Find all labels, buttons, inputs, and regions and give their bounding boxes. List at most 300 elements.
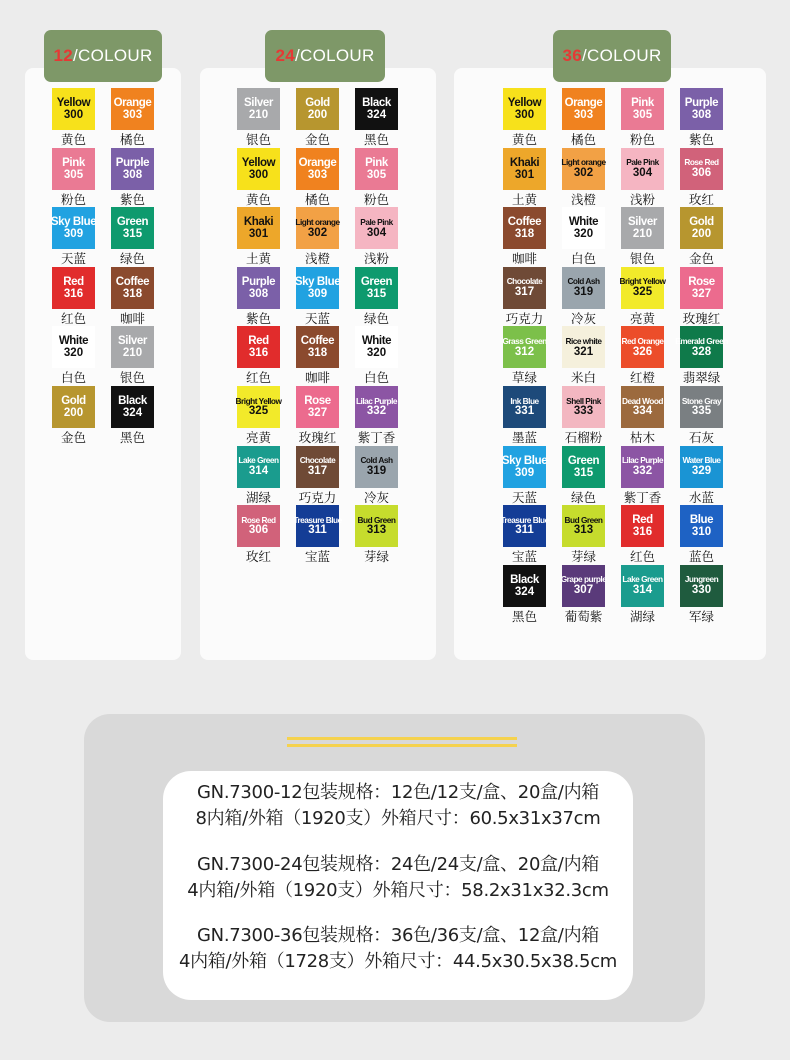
color-swatch (500, 505, 549, 547)
color-name-en: Green (116, 216, 149, 229)
color-swatch-item (296, 148, 339, 208)
color-swatch-item (621, 386, 664, 446)
color-name-cn: 金色 (60, 429, 86, 445)
color-code: 305 (632, 109, 653, 121)
color-swatch (52, 326, 95, 368)
color-name-cn: 湖绿 (629, 608, 655, 624)
color-swatch-item (621, 148, 664, 208)
color-swatch-item (237, 505, 280, 565)
color-name-cn: 红色 (245, 370, 271, 386)
color-code: 315 (573, 466, 594, 479)
color-name-en: Black (362, 96, 391, 109)
spec-12-line-2: 8内箱/外箱（1920支）外箱尺寸：60.5x31x37cm (195, 808, 601, 829)
color-swatch (503, 386, 546, 428)
color-name-en: Pale Pink (360, 216, 393, 227)
color-name-en: Chocolate (506, 276, 543, 287)
color-name-en: White (58, 335, 89, 348)
color-code: 324 (122, 406, 143, 419)
color-code: 320 (573, 228, 594, 241)
color-name-cn: 枯木 (629, 429, 655, 445)
color-name-cn: 芽绿 (363, 549, 389, 565)
color-name-cn: 白色 (60, 370, 86, 386)
color-swatch-item (52, 326, 95, 386)
color-name-cn: 白色 (570, 251, 596, 267)
color-name-en: Coffee (300, 335, 335, 348)
color-swatch (680, 207, 723, 249)
color-code: 326 (632, 345, 653, 358)
color-swatch (111, 207, 154, 249)
color-name-cn: 玫瑰红 (682, 310, 721, 326)
color-code: 333 (573, 405, 594, 418)
color-name-en: Gold (61, 394, 86, 407)
color-name-cn: 湖绿 (245, 489, 271, 505)
color-swatch-item (355, 267, 398, 327)
decorative-bar (287, 737, 517, 740)
color-name-cn: 土黄 (511, 191, 537, 207)
color-swatch (111, 148, 154, 190)
color-swatch-item (237, 446, 280, 506)
color-name-cn: 芽绿 (570, 549, 596, 565)
color-name-cn: 金色 (688, 251, 714, 267)
color-swatch (296, 267, 339, 309)
color-name-en: Pale Pink (626, 157, 659, 168)
spec-24-line-1: GN.7300-24包装规格：24色/24支/盒、20盒/内箱 (197, 854, 599, 875)
color-name-en: Bright Yellow (235, 395, 282, 406)
tab-number: 36 (562, 46, 582, 65)
color-name-cn: 粉色 (363, 191, 389, 207)
color-code: 314 (248, 464, 269, 477)
color-name-cn: 浅橙 (570, 191, 596, 207)
color-swatch-item (680, 565, 723, 625)
color-swatch (503, 267, 546, 309)
color-code: 330 (691, 584, 712, 597)
color-swatch-item (111, 88, 154, 148)
color-name-cn: 玫红 (245, 549, 271, 565)
color-name-cn: 米白 (570, 370, 596, 386)
color-code: 332 (366, 405, 387, 418)
color-swatch (296, 148, 339, 190)
color-name-en: Purple (684, 96, 719, 109)
tab-label: /COLOUR (581, 46, 662, 65)
color-name-cn: 土黄 (245, 251, 271, 267)
color-name-en: Cold Ash (360, 455, 393, 466)
color-name-en: Rose (304, 394, 331, 407)
color-code: 210 (632, 228, 653, 241)
color-swatch (293, 505, 342, 547)
color-code: 311 (515, 524, 534, 537)
color-name-en: Black (118, 394, 147, 407)
color-swatch-item (680, 207, 723, 267)
color-name-en: Lake Green (622, 574, 663, 585)
color-name-cn: 冷灰 (570, 310, 596, 326)
color-swatch (680, 88, 723, 130)
color-name-cn: 墨蓝 (511, 429, 537, 445)
color-swatch (237, 505, 280, 547)
color-name-en: Lake Green (238, 455, 279, 466)
color-swatch-item (562, 505, 605, 565)
color-code: 327 (307, 406, 328, 419)
color-code: 307 (573, 584, 594, 597)
color-swatch-item (562, 148, 605, 208)
color-name-en: Yellow (56, 96, 91, 109)
color-code: 315 (366, 287, 387, 300)
color-code: 200 (307, 109, 328, 121)
decorative-bar (287, 744, 517, 747)
color-name-en: Grass Green (502, 335, 547, 346)
color-name-en: Rose (688, 275, 715, 288)
color-name-en: Pink (62, 156, 85, 169)
color-name-cn: 宝蓝 (304, 549, 330, 565)
color-swatch (237, 148, 280, 190)
color-swatch (562, 326, 605, 368)
color-name-cn: 绿色 (570, 489, 596, 505)
color-swatch-item (355, 326, 398, 386)
color-swatch-item (237, 88, 280, 148)
color-name-en: Coffee (115, 275, 150, 288)
color-name-cn: 紫丁香 (623, 489, 662, 505)
color-swatch-item (503, 326, 546, 386)
color-name-cn: 绿色 (119, 251, 145, 267)
color-name-cn: 黄色 (60, 132, 86, 147)
color-name-en: Grape purple (560, 574, 607, 585)
color-name-cn: 冷灰 (363, 489, 389, 505)
color-name-en: Red (248, 335, 269, 348)
color-swatch (111, 88, 154, 130)
color-code: 312 (514, 345, 535, 358)
color-swatch-item (621, 326, 664, 386)
color-swatch (52, 207, 95, 249)
color-name-en: Shell Pink (566, 395, 601, 406)
color-name-cn: 黄色 (511, 132, 537, 147)
color-name-cn: 浅橙 (304, 251, 330, 267)
color-name-en: Water Blue (682, 455, 721, 466)
spec-12-line-1: GN.7300-12包装规格：12色/12支/盒、20盒/内箱 (197, 782, 599, 803)
color-swatch-item (355, 88, 398, 148)
color-code: 318 (307, 347, 328, 360)
color-name-en: Rice white (565, 335, 602, 346)
color-swatch-item (237, 267, 280, 327)
color-name-en: Orange (298, 156, 337, 169)
color-swatch-item (503, 207, 546, 267)
color-code: 321 (573, 345, 594, 358)
color-swatch-item (562, 207, 605, 267)
color-swatch-item (680, 88, 723, 148)
color-code: 311 (308, 524, 327, 537)
color-name-en: Silver (118, 335, 147, 348)
color-swatch-item (293, 505, 342, 565)
color-swatch-item (52, 207, 95, 267)
color-name-en: Emerald Green (675, 335, 728, 346)
color-swatch-item (111, 386, 154, 446)
color-name-cn: 石灰 (688, 429, 714, 445)
color-code: 313 (366, 524, 387, 537)
color-name-cn: 水蓝 (688, 489, 714, 505)
color-swatch (355, 88, 398, 130)
color-code: 303 (307, 168, 328, 181)
color-swatch-item (562, 267, 605, 327)
tab-12-colour[interactable] (44, 30, 162, 82)
color-swatch (503, 88, 546, 130)
color-code: 303 (122, 109, 143, 121)
color-swatch (680, 446, 723, 488)
color-swatch-item (52, 148, 95, 208)
color-name-en: Purple (241, 275, 276, 288)
color-swatch (562, 565, 605, 607)
color-code: 332 (632, 464, 653, 477)
color-name-cn: 黑色 (511, 608, 537, 624)
color-swatch-item (621, 207, 664, 267)
color-swatch-item (355, 207, 398, 267)
color-swatch-item (680, 505, 723, 565)
color-code: 308 (248, 287, 269, 300)
color-name-en: Silver (244, 96, 273, 109)
color-swatch (237, 386, 280, 428)
color-code: 329 (691, 464, 712, 477)
color-swatch (355, 267, 398, 309)
color-swatch (680, 505, 723, 547)
color-swatch (562, 148, 605, 190)
color-code: 318 (514, 228, 535, 241)
color-swatch-item (680, 267, 723, 327)
color-name-cn: 巧克力 (298, 489, 337, 505)
color-code: 301 (514, 168, 535, 181)
color-swatch-item (237, 326, 280, 386)
color-swatch-item (296, 446, 339, 506)
color-name-cn: 咖啡 (511, 251, 537, 267)
color-name-en: Purple (115, 156, 150, 169)
color-swatch (562, 446, 605, 488)
color-name-en: Lilac Purple (355, 395, 398, 406)
color-name-cn: 浅粉 (363, 251, 389, 267)
color-name-cn: 玫红 (688, 191, 714, 207)
color-code: 300 (63, 109, 84, 121)
color-code: 317 (514, 286, 535, 299)
color-name-en: Cold Ash (567, 276, 600, 287)
color-name-cn: 绿色 (363, 310, 389, 326)
color-swatch (52, 267, 95, 309)
color-code: 304 (366, 226, 387, 239)
color-swatch (52, 148, 95, 190)
color-name-cn: 巧克力 (505, 310, 544, 326)
color-code: 300 (514, 109, 535, 121)
color-name-en: Blue (689, 514, 714, 527)
tab-36-colour[interactable] (553, 30, 671, 82)
color-name-en: Light orange (295, 216, 340, 227)
color-swatch (562, 207, 605, 249)
color-swatch-item (675, 326, 728, 386)
color-code: 316 (248, 347, 269, 360)
color-name-en: Sky Blue (50, 216, 97, 229)
color-swatch (111, 386, 154, 428)
color-name-en: Rose Red (684, 157, 719, 168)
color-name-en: Pink (631, 96, 654, 109)
color-swatch (296, 88, 339, 130)
color-swatch-item (680, 386, 723, 446)
color-swatch (503, 446, 546, 488)
color-swatch (621, 207, 664, 249)
color-code: 200 (63, 406, 84, 419)
color-swatch (296, 207, 339, 249)
color-name-en: Khaki (243, 216, 274, 229)
color-swatch-item (296, 267, 339, 327)
color-swatch-item (503, 446, 546, 506)
color-swatch-item (111, 267, 154, 327)
color-code: 335 (691, 405, 712, 418)
color-swatch-item (562, 565, 605, 625)
color-code: 308 (691, 109, 712, 121)
swatch-grid-12 (52, 88, 154, 446)
color-name-en: Green (567, 454, 600, 467)
color-name-cn: 天蓝 (511, 489, 537, 505)
color-code: 302 (307, 226, 328, 239)
color-swatch-item (237, 207, 280, 267)
color-swatch (355, 207, 398, 249)
color-swatch-item (111, 148, 154, 208)
color-name-cn: 亮黄 (245, 429, 271, 445)
color-swatch-item (562, 446, 605, 506)
color-swatch-item (503, 386, 546, 446)
color-swatch-item (503, 565, 546, 625)
color-code: 318 (122, 287, 143, 300)
color-name-en: Lilac Purple (621, 455, 664, 466)
color-name-en: Bright Yellow (619, 276, 666, 287)
color-code: 324 (366, 109, 387, 121)
color-code: 309 (63, 228, 84, 241)
color-swatch-item (621, 505, 664, 565)
color-code: 310 (691, 526, 712, 539)
color-swatch-item (355, 148, 398, 208)
color-swatch (621, 386, 664, 428)
color-code: 309 (307, 287, 328, 300)
color-swatch (621, 326, 664, 368)
color-name-en: Dead Wood (622, 395, 663, 406)
swatch-grid-24 (237, 88, 398, 565)
color-code: 210 (248, 109, 269, 121)
color-swatch-item (296, 326, 339, 386)
color-swatch (562, 386, 605, 428)
color-code: 313 (573, 524, 594, 537)
color-name-en: Rose Red (241, 514, 276, 525)
color-name-cn: 黑色 (119, 429, 145, 445)
color-name-en: White (568, 216, 599, 229)
color-name-cn: 黄色 (245, 191, 271, 207)
color-name-cn: 葡萄紫 (564, 608, 603, 624)
color-code: 320 (366, 347, 387, 360)
tab-label: /COLOUR (72, 46, 153, 65)
color-name-cn: 宝蓝 (511, 549, 537, 565)
color-name-cn: 翡翠绿 (682, 370, 721, 386)
color-code: 327 (691, 287, 712, 300)
color-swatch (562, 88, 605, 130)
color-code: 317 (307, 464, 328, 477)
color-swatch (355, 386, 398, 428)
color-swatch (296, 326, 339, 368)
color-name-cn: 蓝色 (688, 549, 714, 565)
color-code: 331 (514, 405, 535, 418)
color-swatch (237, 326, 280, 368)
color-code: 325 (632, 286, 653, 299)
color-name-cn: 粉色 (629, 132, 655, 147)
color-swatch (675, 326, 728, 368)
color-name-en: Sky Blue (294, 275, 341, 288)
color-name-cn: 石榴粉 (564, 429, 603, 445)
color-name-en: Ink Blue (510, 395, 539, 406)
color-name-en: Red (632, 514, 653, 527)
color-code: 306 (691, 166, 712, 179)
color-name-cn: 白色 (363, 370, 389, 386)
color-swatch-item (52, 386, 95, 446)
color-swatch (562, 267, 605, 309)
color-swatch-item (296, 88, 339, 148)
color-name-cn: 浅粉 (629, 191, 655, 207)
color-name-cn: 银色 (245, 132, 271, 147)
color-swatch-item (237, 148, 280, 208)
color-swatch (355, 148, 398, 190)
color-code: 306 (248, 524, 269, 537)
color-name-en: Orange (564, 96, 603, 109)
color-swatch (503, 148, 546, 190)
color-name-en: Yellow (507, 96, 542, 109)
color-code: 305 (63, 168, 84, 181)
tab-number: 24 (275, 46, 295, 65)
color-name-cn: 咖啡 (119, 310, 145, 326)
color-swatch-item (503, 148, 546, 208)
tab-number: 12 (53, 46, 73, 65)
color-name-en: Coffee (507, 216, 542, 229)
color-swatch-item (503, 88, 546, 148)
tab-24-colour[interactable] (265, 30, 385, 82)
color-swatch (680, 386, 723, 428)
color-code: 305 (366, 168, 387, 181)
color-name-cn: 粉色 (60, 191, 86, 207)
color-name-cn: 黑色 (363, 132, 389, 147)
color-name-cn: 银色 (119, 370, 145, 386)
color-name-en: Black (510, 573, 539, 586)
color-code: 308 (122, 168, 143, 181)
color-name-en: Gold (689, 216, 714, 229)
spec-36-line-1: GN.7300-36包装规格：36色/36支/盒、12盒/内箱 (197, 925, 599, 946)
color-code: 316 (63, 287, 84, 300)
color-name-en: Light orange (561, 157, 606, 168)
color-swatch (111, 267, 154, 309)
color-swatch-item (355, 386, 398, 446)
color-name-cn: 金色 (304, 132, 330, 147)
color-swatch-item (237, 386, 280, 446)
color-swatch (52, 386, 95, 428)
color-swatch (503, 565, 546, 607)
color-code: 328 (691, 345, 712, 358)
color-name-en: Khaki (509, 156, 540, 169)
color-swatch (621, 505, 664, 547)
color-swatch-item (355, 446, 398, 506)
color-swatch (237, 88, 280, 130)
color-swatch-item (680, 148, 723, 208)
color-swatch-item (111, 326, 154, 386)
color-swatch-item (680, 446, 723, 506)
color-swatch (503, 326, 546, 368)
color-swatch (111, 326, 154, 368)
color-swatch-item (52, 88, 95, 148)
color-swatch-item (296, 207, 339, 267)
color-code: 324 (514, 585, 535, 598)
color-swatch (355, 446, 398, 488)
color-code: 304 (632, 166, 653, 179)
color-name-cn: 橘色 (570, 132, 596, 147)
color-swatch-item (562, 386, 605, 446)
color-name-cn: 天蓝 (304, 310, 330, 326)
color-name-cn: 紫色 (119, 191, 145, 207)
color-swatch (621, 446, 664, 488)
